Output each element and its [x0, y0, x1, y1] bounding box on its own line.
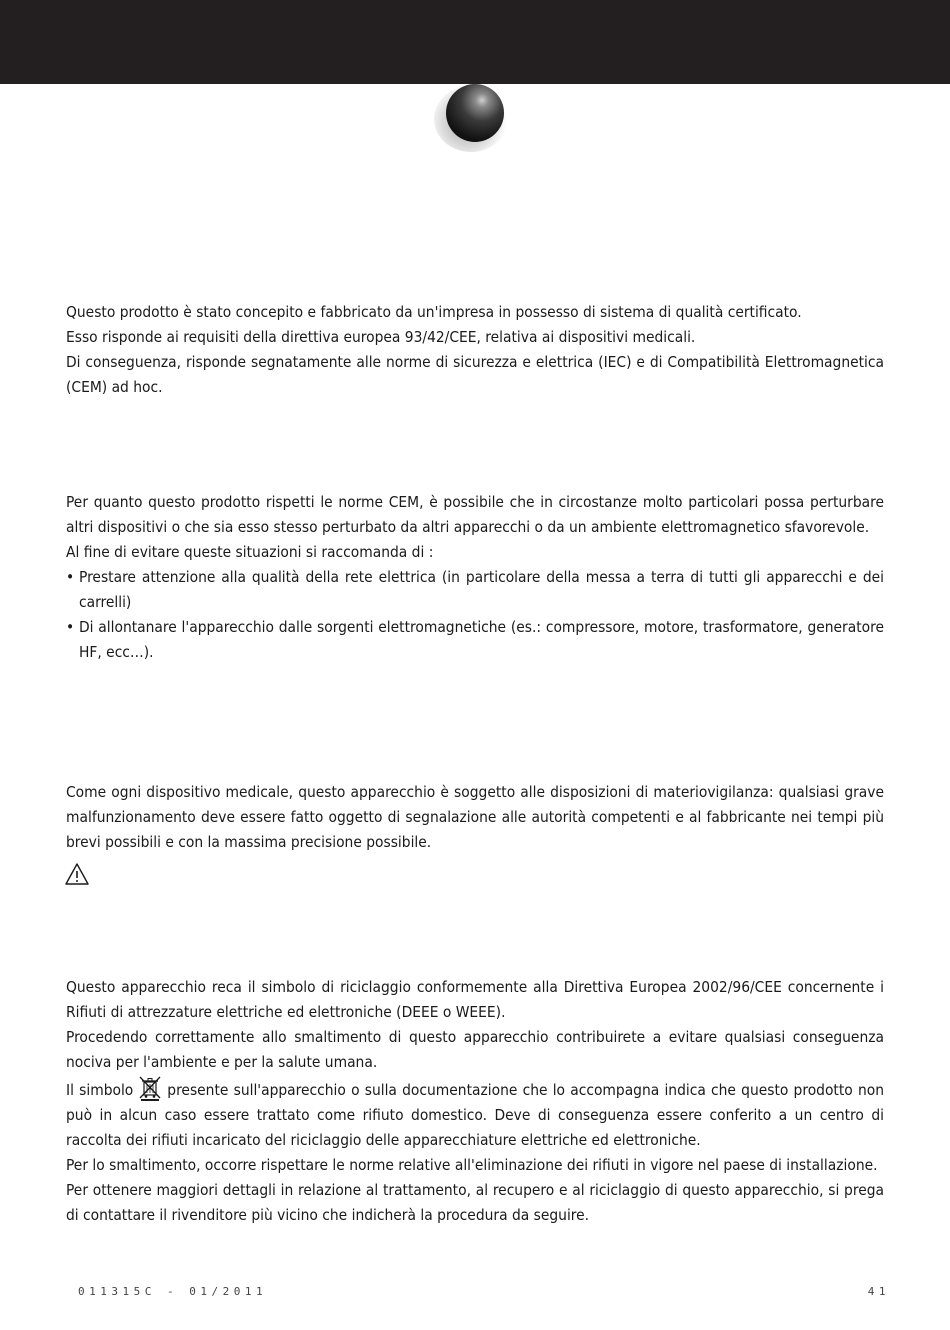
section-emc [66, 490, 884, 665]
weee-p3 [66, 1075, 884, 1153]
header-bar [0, 0, 950, 84]
emc-intro: Per quanto questo prodotto rispetti le norme CEM, è possibile che in circostanze molto particolari possa perturbare altri dispositivi o che sia esso stesso perturbato da altri apparecchi o da un ambiente elettromagnetico sfavorevole. [66, 493, 884, 536]
weee-p4: Per lo smaltimento, occorre rispettare le norme relative all'eliminazione dei rifiuti in vigore nel paese di installazione. [66, 1156, 878, 1174]
section-quality [66, 300, 884, 400]
emc-bullet-1: • Prestare attenzione alla qualità della rete elettrica (in particolare della messa a terra di tutti gli apparecchi e dei carrelli) [66, 565, 884, 615]
quality-line-2: Esso risponde ai requisiti della direttiva europea 93/42/CEE, relativa ai dispositivi medicali. [66, 328, 696, 346]
weee-p1: Questo apparecchio reca il simbolo di riciclaggio conformemente alla Direttiva Europea 2002/96/CEE concernente i Rifiuti di attrezzature elettriche ed elettroniche (DEEE o WEEE). [66, 978, 884, 1021]
page-number: 41 [867, 1285, 890, 1298]
weee-p3-before: Il simbolo [66, 1081, 134, 1099]
section-vigilance [66, 780, 884, 855]
section-weee [66, 975, 884, 1228]
warning-triangle-icon [64, 862, 90, 886]
quality-line-1: Questo prodotto è stato concepito e fabbricato da un'impresa in possesso di sistema di qualità certificato. [66, 303, 802, 321]
weee-p5: Per ottenere maggiori dettagli in relazione al trattamento, al recupero e al riciclaggio di questo apparecchio, si prega di contattare il rivenditore più vicino che indicherà la procedura da seguire. [66, 1181, 884, 1224]
weee-p3-after: presente sull'apparecchio o sulla documentazione che lo accompagna indica che questo prodotto non può in alcun caso essere trattato come rifiuto domestico. Deve di conseguenza essere conferito a un centro di raccolta dei rifiuti incaricato del riciclaggio delle apparecchiature elettriche ed elettroniche. [66, 1081, 884, 1149]
emc-bullet-2: • Di allontanare l'apparecchio dalle sorgenti elettromagnetiche (es.: compressore, motore, trasformatore, generatore HF, ecc…). [66, 615, 884, 665]
emc-recommend: Al fine di evitare queste situazioni si raccomanda di : [66, 543, 434, 561]
emc-bullet-list [66, 565, 884, 665]
weee-p2: Procedendo correttamente allo smaltimento di questo apparecchio contribuirete a evitare qualsiasi conseguenza nociva per l'ambiente e per la salute umana. [66, 1028, 884, 1071]
crossed-out-bin-icon [137, 1075, 163, 1101]
decorative-sphere-icon [446, 84, 504, 142]
quality-line-3: Di conseguenza, risponde segnatamente alle norme di sicurezza e elettrica (IEC) e di Compatibilità Elettromagnetica (CEM) ad hoc. [66, 353, 884, 396]
vigilance-text: Come ogni dispositivo medicale, questo apparecchio è soggetto alle disposizioni di materiovigilanza: qualsiasi grave malfunzionamento deve essere fatto oggetto di segnalazione alle autorità competenti e al fabbricante nei tempi più brevi possibili e con la massima precisione possibile. [66, 783, 884, 851]
document-code: 011315C - 01/2011 [78, 1285, 268, 1298]
